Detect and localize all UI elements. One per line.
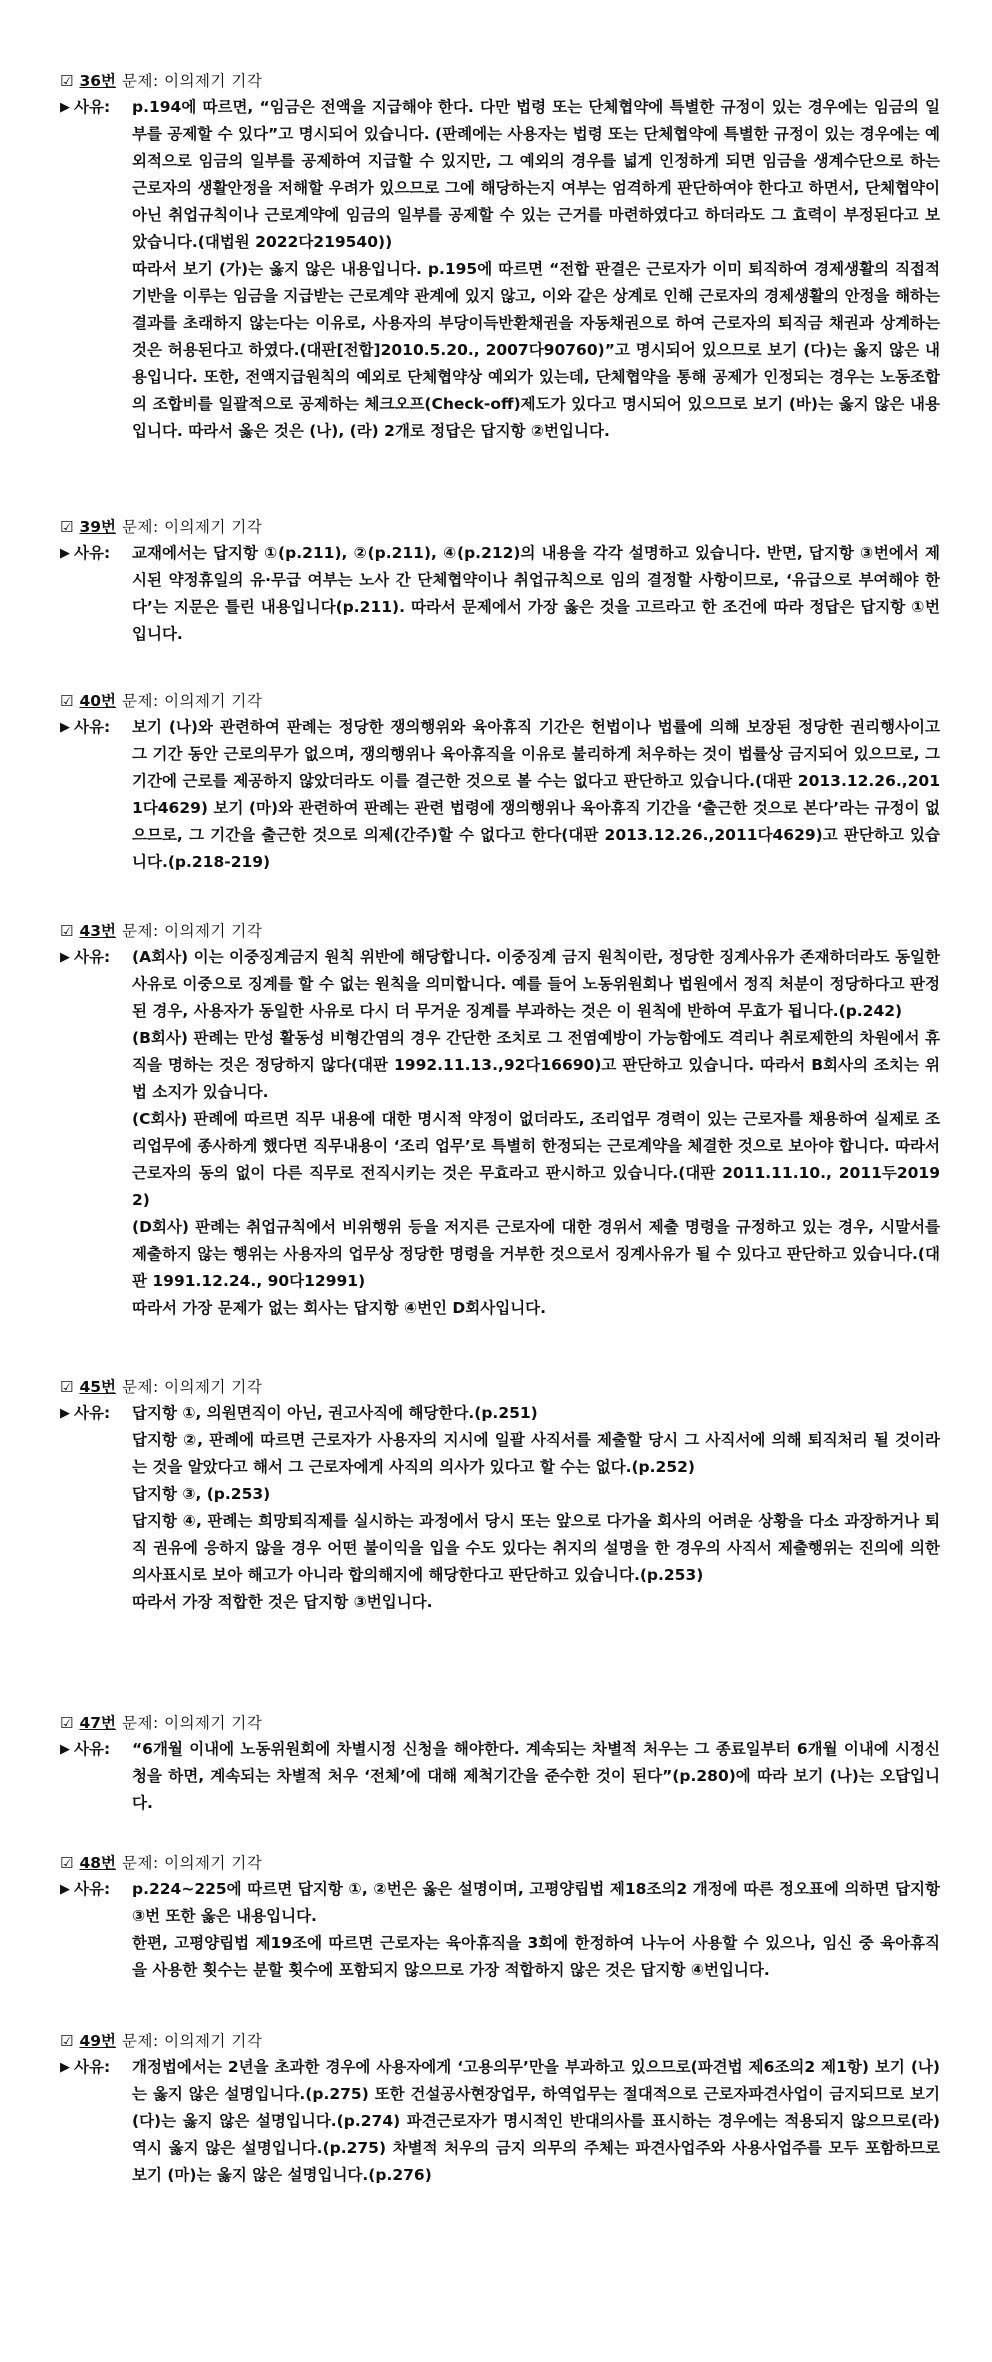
bullet-arrow-icon: ▶ [60, 1406, 70, 1421]
section-header [60, 2030, 940, 2052]
section-45 [60, 1376, 940, 1712]
section-body [60, 540, 940, 648]
paragraph: 따라서 가장 문제가 없는 회사는 답지항 ④번인 D회사입니다. [132, 1299, 547, 1317]
checkbox-icon: ☑ [60, 922, 74, 940]
section-body [60, 944, 940, 1322]
bullet-arrow-icon: ▶ [60, 950, 70, 965]
reason-label: 사유: [74, 544, 111, 562]
reason-text [132, 714, 940, 876]
paragraph: (B회사) 판례는 만성 활동성 비형간염의 경우 간단한 조치로 그 전염예방이 가능함에도 격리나 취로제한의 차원에서 휴직을 명하는 것은 정당하지 않다(대판 1992.11.13.,92다16690)고 판단하고 있습니다. 따라서 B회사의 조치는 위법 소지가 있습니다. [132, 1029, 940, 1101]
paragraph: 따라서 가장 적합한 것은 답지항 ③번입니다. [132, 1593, 433, 1611]
question-number: 49번 [79, 2032, 116, 2050]
reason-label: 사유: [74, 1880, 111, 1898]
paragraph: 한편, 고평양립법 제19조에 따르면 근로자는 육아휴직을 3회에 한정하여 나누어 사용할 수 있으나, 임신 중 육아휴직을 사용한 횟수는 분할 횟수에 포함되지 않으므로 가장 적합하지 않은 것은 답지항 ④번입니다. [132, 1934, 940, 1979]
paragraph: 답지항 ④, 판례는 희망퇴직제를 실시하는 과정에서 당시 또는 앞으로 다가올 회사의 어려운 상황을 다소 과장하거나 퇴직 권유에 응하지 않을 경우 어떤 불이익을 입을 수도 있다는 취지의 설명을 한 경우의 사직서 제출행위는 진의에 의한 의사표시로 보아 해고가 아니라 합의해지에 해당한다고 판단하고 있습니다.(p.253) [132, 1512, 940, 1584]
checkbox-icon: ☑ [60, 72, 74, 90]
paragraph: “6개월 이내에 노동위원회에 차별시정 신청을 해야한다. 계속되는 차별적 처우는 그 종료일부터 6개월 이내에 시정신청을 하면, 계속되는 차별적 처우 ‘전체’에 대해 제척기간을 준수한 것이 된다”(p.280)에 따라 보기 (나)는 오답입니다. [132, 1740, 940, 1812]
section-title: 문제: 이의제기 기각 [122, 2032, 263, 2050]
section-header [60, 516, 940, 538]
paragraph: (A회사) 이는 이중징계금지 원칙 위반에 해당합니다. 이중징계 금지 원칙이란, 정당한 징계사유가 존재하더라도 동일한 사유로 이중으로 징계를 할 수 없는 원칙을 의미합니다. 예를 들어 노동위원회나 법원에서 정직 처분이 정당하다고 판정된 경우, 사용자가 동일한 사유로 다시 더 무거운 징계를 부과하는 것은 이 원칙에 반하여 무효가 됩니다.(p.242) [132, 948, 940, 1020]
reason-text [132, 1400, 940, 1616]
paragraph: (D회사) 판례는 취업규칙에서 비위행위 등을 저지른 근로자에 대한 경위서 제출 명령을 규정하고 있는 경우, 시말서를 제출하지 않는 행위는 사용자의 업무상 정당한 명령을 거부한 것으로서 징계사유가 될 수 있다고 판단하고 있습니다.(대판 1991.12.24., 90다12991) [132, 1218, 940, 1290]
question-number: 36번 [79, 72, 116, 90]
reason-label: 사유: [74, 1740, 111, 1758]
reason-label: 사유: [74, 948, 111, 966]
question-number: 45번 [79, 1378, 116, 1396]
bullet-arrow-icon: ▶ [60, 1882, 70, 1897]
section-title: 문제: 이의제기 기각 [122, 1714, 263, 1732]
section-49 [60, 2030, 940, 2189]
section-body [60, 2054, 940, 2189]
checkbox-icon: ☑ [60, 1714, 74, 1732]
section-title: 문제: 이의제기 기각 [122, 72, 263, 90]
paragraph: 교재에서는 답지항 ①(p.211), ②(p.211), ④(p.212)의 내용을 각각 설명하고 있습니다. 반면, 답지항 ③번에서 제시된 약정휴일의 유·무급 여부는 노사 간 단체협약이나 취업규칙으로 임의 결정할 사항이므로, ‘유급으로 부여해야 한다’는 지문은 틀린 내용입니다(p.211). 따라서 문제에서 가장 옳은 것을 고르라고 한 조건에 따라 정답은 답지항 ①번입니다. [132, 544, 940, 643]
question-number: 43번 [79, 922, 116, 940]
paragraph: 개정법에서는 2년을 초과한 경우에 사용자에게 ‘고용의무’만을 부과하고 있으므로(파견법 제6조의2 제1항) 보기 (나)는 옳지 않은 설명입니다.(p.275) 또한 건설공사현장업무, 하역업무는 절대적으로 근로자파견사업이 금지되므로 보기 (다)는 옳지 않은 설명입니다.(p.274) 파견근로자가 명시적인 반대의사를 표시하는 경우에는 적용되지 않으므로(라) 역시 옳지 않은 설명입니다.(p.275) 차별적 처우의 금지 의무의 주체는 파견사업주와 사용사업주를 모두 포함하므로 보기 (마)는 옳지 않은 설명입니다.(p.276) [132, 2058, 940, 2184]
section-title: 문제: 이의제기 기각 [122, 1854, 263, 1872]
reason-label: 사유: [74, 2058, 111, 2076]
section-title: 문제: 이의제기 기각 [122, 518, 263, 536]
section-body [60, 714, 940, 876]
bullet-arrow-icon: ▶ [60, 100, 70, 115]
paragraph: 따라서 보기 (가)는 옳지 않은 내용입니다. p.195에 따르면 “전합 판결은 근로자가 이미 퇴직하여 경제생활의 직접적 기반을 이루는 임금을 지급받는 근로계약 관계에 있지 않고, 이와 같은 상계로 인해 근로자의 경제생활의 안정을 해하는 결과를 초래하지 않는다는 이유로, 사용자의 부당이득반환채권을 자동채권으로 하여 근로자의 퇴직금 채권과 상계하는 것은 허용된다고 하였다.(대판[전합]2010.5.20., 2007다90760)”고 명시되어 있으므로 보기 (다)는 옳지 않은 내용입니다. 또한, 전액지급원칙의 예외로 단체협약상 예외가 있는데, 단체협약을 통해 공제가 인정되는 경우는 노동조합의 조합비를 일괄적으로 공제하는 체크오프(Check-off)제도가 있다고 명시되어 있으므로 보기 (바)는 옳지 않은 내용입니다. 따라서 옳은 것은 (나), (라) 2개로 정답은 답지항 ②번입니다. [132, 260, 940, 440]
reason-label: 사유: [74, 98, 111, 116]
reason-text [132, 2054, 940, 2189]
reason-text [132, 1736, 940, 1817]
section-header [60, 1376, 940, 1398]
bullet-arrow-icon: ▶ [60, 2060, 70, 2075]
paragraph: (C회사) 판례에 따르면 직무 내용에 대한 명시적 약정이 없더라도, 조리업무 경력이 있는 근로자를 채용하여 실제로 조리업무에 종사하게 했다면 직무내용이 ‘조리 업무’로 특별히 한정되는 근로계약을 체결한 것으로 보아야 합니다. 따라서 근로자의 동의 없이 다른 직무로 전직시키는 것은 무효라고 판시하고 있습니다.(대판 2011.11.10., 2011두20192) [132, 1110, 940, 1209]
checkbox-icon: ☑ [60, 692, 74, 710]
section-39 [60, 516, 940, 690]
question-number: 48번 [79, 1854, 116, 1872]
section-43 [60, 920, 940, 1376]
checkbox-icon: ☑ [60, 2032, 74, 2050]
section-title: 문제: 이의제기 기각 [122, 692, 263, 710]
bullet-arrow-icon: ▶ [60, 720, 70, 735]
question-number: 40번 [79, 692, 116, 710]
reason-label: 사유: [74, 1404, 111, 1422]
section-48 [60, 1852, 940, 2030]
question-number: 39번 [79, 518, 116, 536]
checkbox-icon: ☑ [60, 1854, 74, 1872]
paragraph: p.194에 따르면, “임금은 전액을 지급해야 한다. 다만 법령 또는 단체협약에 특별한 규정이 있는 경우에는 임금의 일부를 공제할 수 있다”고 명시되어 있습니다. (판례에는 사용자는 법령 또는 단체협약에 특별한 규정이 있는 경우에는 예외적으로 임금의 일부를 공제하여 지급할 수 있지만, 그 예외의 경우를 넓게 인정하게 되면 임금을 생계수단으로 하는 근로자의 생활안정을 저해할 우려가 있으므로 그에 해당하는지 여부는 엄격하게 판단하여야 한다고 하면서, 단체협약이 아닌 취업규칙이나 근로계약에 임금의 일부를 공제할 수 있는 근거를 마련하였다고 하더라도 그 효력이 부정된다고 보았습니다.(대법원 2022다219540)) [132, 98, 940, 251]
reason-text [132, 540, 940, 648]
paragraph: p.224~225에 따르면 답지항 ①, ②번은 옳은 설명이며, 고평양립법 제18조의2 개정에 따른 정오표에 의하면 답지항 ③번 또한 옳은 내용입니다. [132, 1880, 940, 1925]
section-body [60, 94, 940, 445]
bullet-arrow-icon: ▶ [60, 546, 70, 561]
section-body [60, 1736, 940, 1817]
section-40 [60, 690, 940, 920]
question-number: 47번 [79, 1714, 116, 1732]
section-header [60, 690, 940, 712]
checkbox-icon: ☑ [60, 1378, 74, 1396]
paragraph: 답지항 ①, 의원면직이 아닌, 권고사직에 해당한다.(p.251) [132, 1404, 538, 1422]
reason-text [132, 944, 940, 1322]
section-header [60, 920, 940, 942]
checkbox-icon: ☑ [60, 518, 74, 536]
bullet-arrow-icon: ▶ [60, 1742, 70, 1757]
reason-label: 사유: [74, 718, 111, 736]
section-body [60, 1400, 940, 1616]
paragraph: 보기 (나)와 관련하여 판례는 정당한 쟁의행위와 육아휴직 기간은 헌법이나 법률에 의해 보장된 정당한 권리행사이고 그 기간 동안 근로의무가 없으며, 쟁의행위나 육아휴직을 이유로 불리하게 처우하는 것이 법률상 금지되어 있으므로, 그 기간에 근로를 제공하지 않았더라도 이를 결근한 것으로 볼 수는 없다고 판단하고 있습니다.(대판 2013.12.26.,2011다4629) 보기 (마)와 관련하여 판례는 관련 법령에 쟁의행위나 육아휴직 기간을 ‘출근한 것으로 본다’라는 규정이 없으므로, 그 기간을 출근한 것으로 의제(간주)할 수 없다고 한다(대판 2013.12.26.,2011다4629)고 판단하고 있습니다.(p.218-219) [132, 718, 940, 871]
section-header [60, 1852, 940, 1874]
section-title: 문제: 이의제기 기각 [122, 1378, 263, 1396]
section-header [60, 70, 940, 92]
section-title: 문제: 이의제기 기각 [122, 922, 263, 940]
section-36 [60, 70, 940, 516]
paragraph: 답지항 ②, 판례에 따르면 근로자가 사용자의 지시에 일괄 사직서를 제출할 당시 그 사직서에 의해 퇴직처리 될 것이라는 것을 알았다고 해서 그 근로자에게 사직의 의사가 있다고 할 수는 없다.(p.252) [132, 1431, 940, 1476]
section-47 [60, 1712, 940, 1852]
section-body [60, 1876, 940, 1984]
reason-text [132, 94, 940, 445]
section-header [60, 1712, 940, 1734]
reason-text [132, 1876, 940, 1984]
paragraph: 답지항 ③, (p.253) [132, 1485, 271, 1503]
